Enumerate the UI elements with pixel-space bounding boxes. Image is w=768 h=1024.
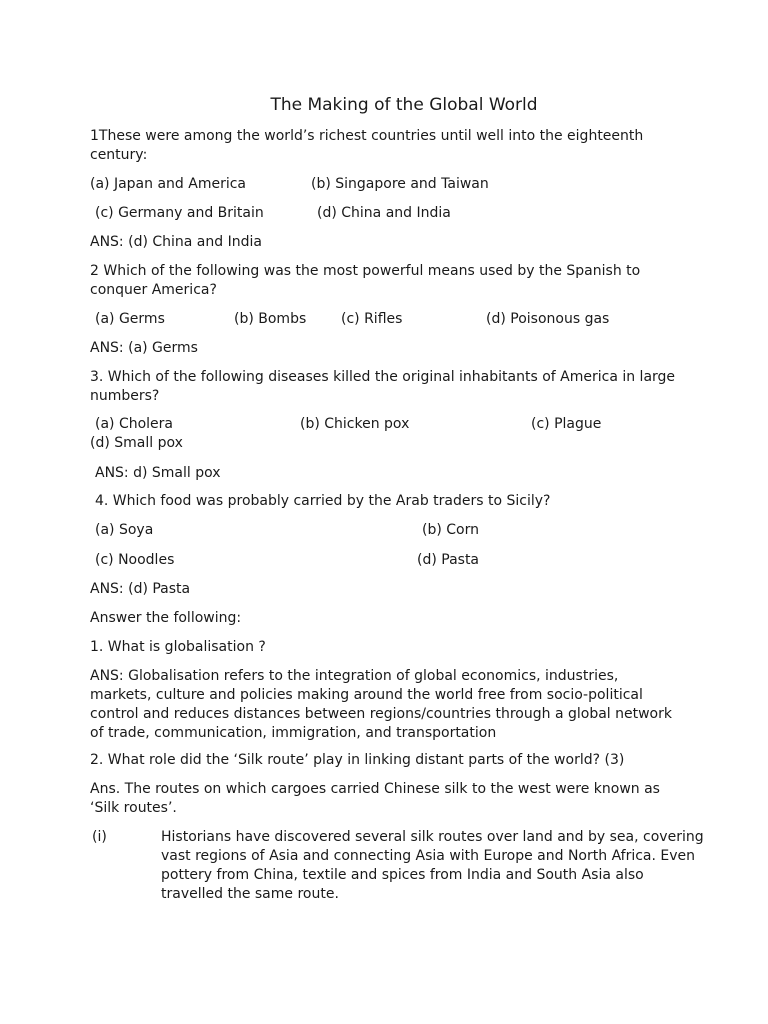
question-2-option-a: (a) Germs [95, 311, 165, 327]
question-3-option-b: (b) Chicken pox [300, 416, 410, 432]
question-1-option-b: (b) Singapore and Taiwan [311, 176, 489, 192]
question-2-option-b: (b) Bombs [234, 311, 307, 327]
question-1-answer: ANS: (d) China and India [90, 234, 262, 250]
question-4-answer: ANS: (d) Pasta [90, 581, 191, 597]
question-4-option-c: (c) Noodles [95, 552, 175, 568]
question-1-line-2: century: [90, 147, 148, 163]
question-2-line-2: conquer America? [90, 282, 217, 298]
question-1-option-c: (c) Germany and Britain [95, 205, 264, 221]
point-1-marker: (i) [92, 829, 107, 845]
long-answer-1: ANS: Globalisation refers to the integration of global economics, industries, markets, culture and policies making around the world free from socio-political control and reduces distances between regions/countries through a global network of trade, communication, immigration, and transportation [90, 668, 672, 741]
question-3-line-2: numbers? [90, 388, 160, 404]
question-1-option-d: (d) China and India [317, 205, 451, 221]
page-title: The Making of the Global World [270, 95, 538, 115]
question-3-answer: ANS: d) Small pox [95, 465, 221, 481]
long-question-2: 2. What role did the ‘Silk route’ play in linking distant parts of the world? (3) [90, 752, 625, 768]
section-heading: Answer the following: [90, 610, 242, 626]
question-4-option-b: (b) Corn [422, 522, 479, 538]
question-1-line-1: 1These were among the world’s richest countries until well into the eighteenth [90, 128, 644, 144]
point-1-text: Historians have discovered several silk routes over land and by sea, covering vast regions of Asia and connecting Asia with Europe and North Africa. Even pottery from China, textile and spices from India and South Asia also travelled the same route. [161, 829, 704, 902]
question-4-option-a: (a) Soya [95, 522, 154, 538]
long-question-1: 1. What is globalisation ? [90, 639, 266, 655]
question-3-option-d: (d) Small pox [90, 435, 183, 451]
question-3-option-a: (a) Cholera [95, 416, 174, 432]
question-2-option-d: (d) Poisonous gas [486, 311, 610, 327]
question-1-option-a: (a) Japan and America [90, 176, 246, 192]
question-4-option-d: (d) Pasta [417, 552, 480, 568]
question-2-line-1: 2 Which of the following was the most powerful means used by the Spanish to [90, 263, 641, 279]
question-3-line-1: 3. Which of the following diseases killed the original inhabitants of America in large [90, 369, 676, 385]
question-2-answer: ANS: (a) Germs [90, 340, 198, 356]
long-answer-2: Ans. The routes on which cargoes carried Chinese silk to the west were known as ‘Silk routes’. [90, 781, 660, 816]
question-3-option-c: (c) Plague [531, 416, 602, 432]
question-2-option-c: (c) Rifles [341, 311, 403, 327]
question-4-line-1: 4. Which food was probably carried by the Arab traders to Sicily? [95, 493, 551, 509]
